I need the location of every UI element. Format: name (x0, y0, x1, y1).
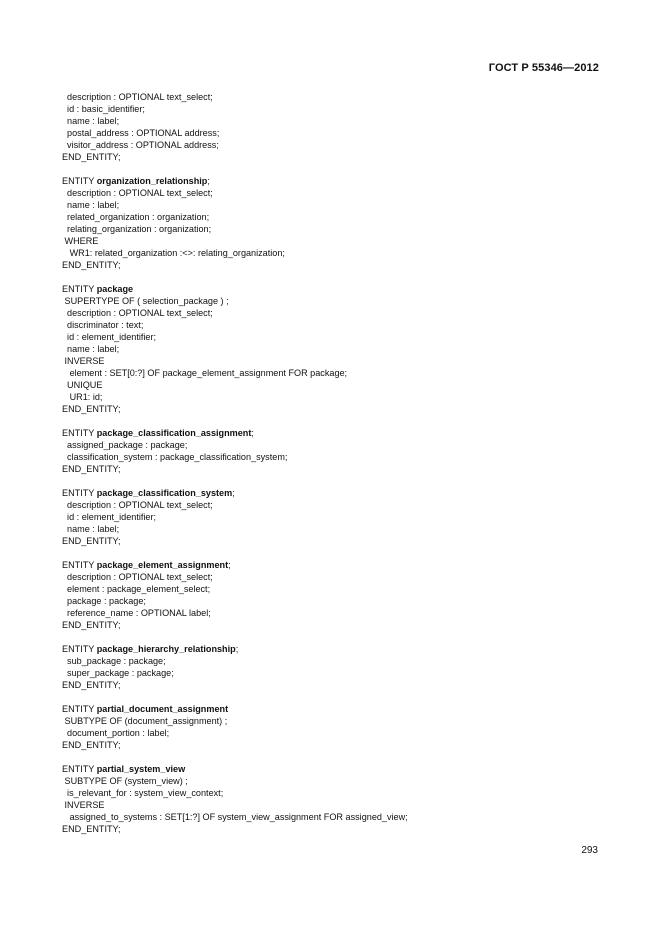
entity-terminator: ; (232, 488, 235, 498)
entity-terminator: ; (207, 176, 210, 186)
blank-line (62, 163, 622, 175)
entity-name: partial_system_view (96, 764, 186, 774)
code-line: WR1: related_organization :<>: relating_organization; (62, 248, 285, 258)
blank-line (62, 631, 622, 643)
code-line: description : OPTIONAL text_select; (62, 308, 213, 318)
entity-keyword: ENTITY (62, 704, 97, 714)
entity-declaration-line (62, 283, 622, 295)
code-line: visitor_address : OPTIONAL address; (62, 140, 219, 150)
code-line: description : OPTIONAL text_select; (62, 572, 213, 582)
entity-block (62, 427, 622, 475)
blank-line (62, 691, 622, 703)
entity-declaration-line (62, 427, 622, 439)
code-line: classification_system : package_classification_system; (62, 452, 288, 462)
code-line: name : label; (62, 344, 120, 354)
express-code-listing (62, 91, 622, 835)
code-line: postal_address : OPTIONAL address; (62, 128, 220, 138)
code-line: id : element_identifier; (62, 512, 157, 522)
blank-line (62, 415, 622, 427)
code-line: reference_name : OPTIONAL label; (62, 608, 211, 618)
code-line: element : SET[0:?] OF package_element_assignment FOR package; (62, 368, 348, 378)
entity-keyword: ENTITY (62, 764, 97, 774)
code-line: INVERSE (62, 800, 105, 810)
code-line: END_ENTITY; (62, 620, 121, 630)
entity-block (62, 175, 622, 271)
code-line: id : basic_identifier; (62, 104, 145, 114)
entity-keyword: ENTITY (62, 644, 97, 654)
entity-name: package_classification_system (96, 488, 233, 498)
entity-block (62, 763, 622, 835)
code-line: SUBTYPE OF (system_view) ; (62, 776, 188, 786)
code-line: super_package : package; (62, 668, 174, 678)
code-line: WHERE (62, 236, 99, 246)
entity-block (62, 643, 622, 691)
code-line: SUBTYPE OF (document_assignment) ; (62, 716, 228, 726)
code-line: END_ENTITY; (62, 536, 121, 546)
code-line: element : package_element_select; (62, 584, 211, 594)
code-line: END_ENTITY; (62, 464, 121, 474)
entity-declaration-line (62, 643, 622, 655)
blank-line (62, 475, 622, 487)
code-line: assigned_package : package; (62, 440, 188, 450)
code-line: related_organization : organization; (62, 212, 210, 222)
entity-declaration-line (62, 763, 622, 775)
code-line: assigned_to_systems : SET[1:?] OF system_view_assignment FOR assigned_view; (62, 812, 408, 822)
code-line: UNIQUE (62, 380, 103, 390)
entity-terminator: ; (235, 644, 239, 654)
code-line: is_relevant_for : system_view_context; (62, 788, 224, 798)
code-line: SUPERTYPE OF ( selection_package ) ; (62, 296, 229, 306)
entity-name: partial_document_assignment (96, 704, 229, 714)
entity-keyword: ENTITY (62, 488, 97, 498)
code-line: document_portion : label; (62, 728, 170, 738)
code-line: END_ENTITY; (62, 680, 121, 690)
code-line: relating_organization : organization; (62, 224, 212, 234)
code-line: INVERSE (62, 356, 105, 366)
code-line: package : package; (62, 596, 146, 606)
entity-name: package_element_assignment (96, 560, 229, 570)
code-line: description : OPTIONAL text_select; (62, 188, 213, 198)
code-line: END_ENTITY; (62, 824, 121, 834)
code-line: description : OPTIONAL text_select; (62, 92, 213, 102)
code-line: name : label; (62, 200, 120, 210)
entity-keyword: ENTITY (62, 176, 97, 186)
entity-declaration-line (62, 559, 622, 571)
entity-block (62, 559, 622, 631)
code-line: END_ENTITY; (62, 740, 121, 750)
code-line: END_ENTITY; (62, 152, 121, 162)
code-line: id : element_identifier; (62, 332, 157, 342)
code-line: END_ENTITY; (62, 404, 121, 414)
code-line: name : label; (62, 116, 120, 126)
entity-name: package (96, 284, 134, 294)
code-line: UR1: id; (62, 392, 103, 402)
entity-terminator: ; (251, 428, 254, 438)
code-line: sub_package : package; (62, 656, 166, 666)
entity-name: organization_relationship (96, 176, 208, 186)
entity-terminator: ; (228, 560, 231, 570)
entity-name: package_hierarchy_relationship (96, 644, 236, 654)
entity-block (62, 91, 622, 163)
blank-line (62, 547, 622, 559)
code-line: name : label; (62, 524, 120, 534)
entity-keyword: ENTITY (62, 284, 97, 294)
blank-line (62, 271, 622, 283)
entity-keyword: ENTITY (62, 428, 97, 438)
standard-designation: ГОСТ Р 55346—2012 (488, 62, 599, 74)
blank-line (62, 751, 622, 763)
code-line: discriminator : text; (62, 320, 144, 330)
entity-keyword: ENTITY (62, 560, 97, 570)
code-line: END_ENTITY; (62, 260, 121, 270)
entity-declaration-line (62, 703, 622, 715)
entity-block (62, 703, 622, 751)
entity-declaration-line (62, 487, 622, 499)
entity-block (62, 487, 622, 547)
entity-declaration-line (62, 175, 622, 187)
entity-block (62, 283, 622, 415)
entity-name: package_classification_assignment (96, 428, 252, 438)
code-line: description : OPTIONAL text_select; (62, 500, 213, 510)
page-number: 293 (581, 845, 598, 856)
